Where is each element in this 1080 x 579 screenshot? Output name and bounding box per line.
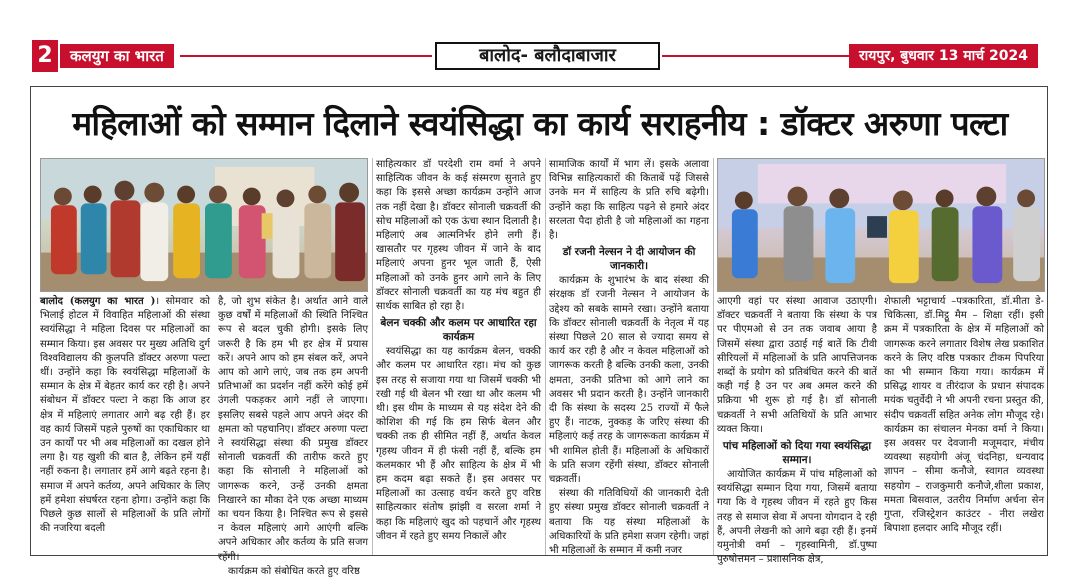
paragraph: है, जो शुभ संकेत है। अर्थात आने वाले कुछ वर्षों में महिलाओं की स्थिति निश्चित रूप से बदल चुकी होगी। इसके लिए जरूरी है कि हम भी हर क्षेत्र में प्रयास करें। अपने आप को हम संबल करें, अपने आप को आगे लाएं, जब तक हम अपनी प्रतिभाओं का प्रदर्शन नहीं करेंगे कोई हमें उंगली पकड़कर आगे नहीं ले जाएगा। इसलिए सबसे पहले आप अपने अंदर की क्षमता को पहचानिए। डॉक्टर अरुणा पल्टा ने स्वयंसिद्धा संस्था की प्रमुख डॉक्टर सोनाली चक्रवर्ती की तारीफ करते हुए कहा कि सोनाली ने महिलाओं को जागरूक करने, उन्हें उनकी क्षमता निखारने का मौका देने एक अच्छा माध्यम का चयन किया है। निश्चित रूप से इससे न केवल महिलाएं आगे आएंगी बल्कि अपने अधिकार और कर्तव्य के प्रति सजग रहेंगी। <box>218 296 368 563</box>
paragraph: साहित्यकार डॉ परदेशी राम वर्मा ने अपने साहित्यिक जीवन के कई संस्मरण सुनाते हुए कहा कि इससे अच्छा कार्यक्रम उन्होंने आज तक नहीं देखा है। डॉक्टर सोनाली चक्रवर्ती की सोच महिलाओं को एक ऊंचा स्थान दिलाती है। महिलाएं अब आत्मनिर्भर होने लगी हैं। खासतौर पर गृहस्थ जीवन में जाने के बाद महिलाएं अपना हुनर भूल जाती हैं, ऐसी महिलाओं को उनके हुनर आगे लाने के लिए डॉक्टर सोनाली चक्रवर्ती का यह मंच बहुत ही सार्थक साबित हो रहा है। <box>376 159 541 313</box>
paragraph: स्वयंसिद्धा का यह कार्यक्रम बेलन, चक्की और कलम पर आधारित रहा। मंच को कुछ इस तरह से सजाया गया था जिसमें चक्की भी रखी गई थी बेलन भी रखा था और कलम भी थी। इस थीम के माध्यम से यह संदेश देने की कोशिश की गई कि हम सिर्फ बेलन और चक्की तक ही सीमित नहीं हैं, अर्थात केवल गृहस्थ जीवन में ही फंसी नहीं हैं, बल्कि हम कलमकार भी हैं और साहित्य के क्षेत्र में भी हम कदम बढ़ा सकते हैं। इस अवसर पर महिलाओं का उत्साह वर्धन करते हुए वरिष्ठ साहित्यकार संतोष झांझी व सरला शर्मा ने कहा कि महिलाएं खुद को पहचानें और गृहस्थ जीवन में रहते हुए समय निकालें और <box>376 346 541 542</box>
column-rule <box>545 158 546 555</box>
paragraph <box>40 295 210 536</box>
paragraph: आयोजित कार्यक्रम में पांच महिलाओं को स्वयंसिद्धा सम्मान दिया गया, जिसमें बताया गया कि वे गृहस्थ जीवन में रहते हुए किस तरह से समाज सेवा में अपना योगदान दे रही हैं, अपनी लेखनी को आगे बढ़ा रही हैं। इनमें यमुनोत्री वर्मा – गृहस्वामिनी, डॉ.पुष्पा पुरुषोत्तमन – प्रशासनिक क्षेत्र, <box>717 469 877 566</box>
event-photo-right <box>717 158 1045 292</box>
paragraph: सामाजिक कार्यों में भाग लें। इसके अलावा विभिन्न साहित्यकारों की किताबें पढ़ें जिससे उनके मन में साहित्य के प्रति रुचि बढ़ेगी। उन्होंने कहा कि साहित्य पढ़ने से हमारे अंदर सरलता पैदा होती है जो महिलाओं का गहना है। <box>549 159 709 242</box>
headline: महिलाओं को सम्मान दिलाने स्वयंसिद्धा का कार्य सराहनीय : डॉक्टर अरुणा पल्टा <box>72 104 1008 143</box>
article-column-3 <box>376 158 541 555</box>
edition-date: रायपुर, बुधवार 13 मार्च 2024 <box>849 44 1038 68</box>
column-rule <box>713 158 714 555</box>
header-rule-left <box>180 55 432 57</box>
paragraph-text: । सोमवार को भिलाई होटल में विवाहित महिलाओं की संस्था स्वयंसिद्धा ने महिला दिवस पर महिलाओं का सम्मान किया। इस अवसर पर मुख्य अतिथि दुर्ग विश्वविद्यालय की कुलपति डॉक्टर अरुणा पल्टा थीं। उन्होंने कहा कि स्वयंसिद्धा महिलाओं के सम्मान के क्षेत्र में बेहतर कार्य कर रही है। अपने संबोधन में डॉक्टर पल्टा ने कहा कि आज हर क्षेत्र में महिलाएं लगातार आगे बढ़ रही हैं। हर वह कार्य जिसमें पहले पुरुषों का एकाधिकार था उन कार्यों पर भी अब महिलाओं का दखल होने लगा है। यह खुशी की बात है, लेकिन हमें यहीं नहीं रुकना है। लगातार हमें आगे बढ़ते रहना है। समाज में अपने कर्तव्य, अपने अधिकार के लिए हमें हमेशा संघर्षरत रहना होगा। उन्होंने कहा कि पिछले कुछ सालों से महिलाओं के प्रति लोगों की नजरिया बदली <box>40 296 210 535</box>
event-photo-left <box>40 158 368 292</box>
subheading: डॉ रजनी नेल्सन ने दी आयोजन की जानकारी। <box>562 246 696 273</box>
paragraph: कार्यक्रम के शुभारंभ के बाद संस्था की संरक्षक डॉ रजनी नेल्सन ने आयोजन के उद्देश्य को सबके सामने रखा। उन्होंने बताया कि डॉक्टर सोनाली चक्रवर्ती के नेतृत्व में यह संस्था पिछले 20 साल से ज्यादा समय से कार्य कर रही है और न केवल महिलाओं को जागरूक करती है बल्कि उनकी कला, उनकी क्षमता, उनकी प्रतिभा को आगे लाने का अवसर भी प्रदान करती है। उन्होंने जानकारी दी कि संस्था के सदस्य 25 राज्यों में फैले हुए हैं। नाटक, नुक्कड़ के जरिए संस्था की महिलाएं कई तरह के जागरूकता कार्यक्रम में भी शामिल होती हैं। महिलाओं के अधिकारों के प्रति सजग रहेंगी संस्था, डॉक्टर सोनाली चक्रवर्ती। <box>549 275 709 486</box>
article-column-5 <box>717 295 877 566</box>
dateline: बालोद (कलयुग का भारत ) <box>40 296 156 307</box>
subheading: पांच महिलाओं को दिया गया स्वयंसिद्धा सम्मान। <box>722 440 872 467</box>
paragraph: शेफाली भट्टाचार्य –पत्रकारिता, डॉ.मीता डे- चिकित्सा, डॉ.मिट्ठू मैम – शिक्षा रहीं। इसी क्रम में पत्रकारिता के क्षेत्र में महिलाओं को जागरूक करने लगातार विशेष लेख प्रकाशित करने के लिए वरिष्ठ पत्रकार टीकम पिपरिया का भी सम्मान किया गया। कार्यक्रम में प्रसिद्ध शायर व तीरंदाज के प्रधान संपादक मयंक चतुर्वेदी ने भी अपनी रचना प्रस्तुत की, संदीप चक्रवर्ती सहित अनेक लोग मौजूद रहे। कार्यक्रम का संचालन मेनका वर्मा ने किया। इस अवसर पर देवजानी मजूमदार, मंचीय व्यवस्था सहयोगी अंजू चंदनिहा, धन्यवाद ज्ञापन – सीमा कनौजे, स्वागत व्यवस्था सहयोग – राजकुमारी कनौजे,शीला प्रकाश, ममता बिसवाल, उतरीय निर्माण अर्चना सेन गुप्ता, रजिस्ट्रेशन काउंटर - नीरा लखेरा बिपाशा हलदार आदि मौजूद रहीं। <box>884 296 1044 535</box>
page-header <box>30 38 1040 74</box>
photo-left-illustration <box>41 159 367 291</box>
article-column-4 <box>549 158 709 555</box>
article-column-6 <box>884 295 1044 555</box>
page-number: 2 <box>32 40 58 72</box>
photo-right-illustration <box>718 159 1044 291</box>
paragraph: कार्यक्रम को संबोधित करते हुए वरिष्ठ <box>228 565 360 577</box>
header-rule-right <box>662 55 880 57</box>
article-column-1 <box>40 295 210 555</box>
column-rule <box>372 158 373 555</box>
section-title: बालोद- बलौदाबाजार <box>435 42 660 70</box>
paragraph: आएगी वहां पर संस्था आवाज उठाएगी। डॉक्टर चक्रवर्ती ने बताया कि संस्था के पत्र पर पीएमओ से उन तक जवाब आया है जिसमें संस्था द्वारा उठाई गई बातें कि टीवी सीरियलों में महिलाओं के प्रति आपत्तिजनक शब्दों के प्रयोग को प्रतिबंधित करने की बातें कही गई है उन पर अब अमल करने की प्रक्रिया भी शुरू हो गई है। डॉ सोनाली चक्रवर्ती ने सभी अतिथियों के प्रति आभार व्यक्त किया। <box>717 296 877 435</box>
paper-name: कलयुग का भारत <box>60 44 174 68</box>
paragraph: संस्था की गतिविधियों की जानकारी देती हुए संस्था प्रमुख डॉक्टर सोनाली चक्रवर्ती ने बताया कि यह संस्था महिलाओं के अधिकारियों के प्रति हमेशा सजग रहेगी। जहां भी महिलाओं के सम्मान में कमी नजर <box>549 488 709 557</box>
article-column-2 <box>218 295 368 577</box>
subheading: बेलन चक्की और कलम पर आधारित रहा कार्यक्रम <box>380 317 537 344</box>
